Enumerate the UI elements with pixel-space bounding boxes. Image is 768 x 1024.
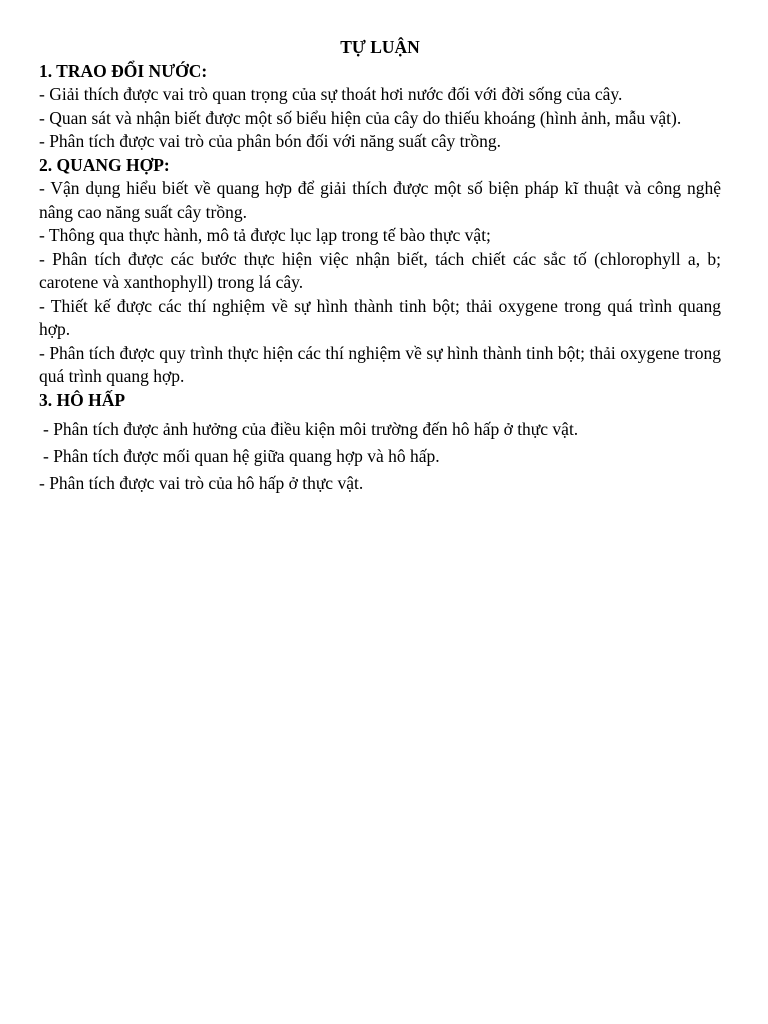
list-item: - Giải thích được vai trò quan trọng của sự thoát hơi nước đối với đời sống của cây. xyxy=(39,84,623,104)
document-title: TỰ LUẬN xyxy=(340,37,420,57)
list-item: - Thiết kế được các thí nghiệm về sự hình thành tinh bột; thải oxygene trong quá trình quang hợp. xyxy=(39,295,721,339)
list-item: - Phân tích được mối quan hệ giữa quang hợp và hô hấp. xyxy=(43,446,440,466)
section-heading: 1. TRAO ĐỔI NƯỚC: xyxy=(39,60,208,81)
list-item: - Phân tích được vai trò của phân bón đối với năng suất cây trồng. xyxy=(39,131,501,151)
list-item: - Quan sát và nhận biết được một số biểu hiện của cây do thiếu khoáng (hình ảnh, mẫu vật). xyxy=(39,107,682,128)
section-heading: 2. QUANG HỢP: xyxy=(39,154,170,175)
section-heading: 3. HÔ HẤP xyxy=(39,389,126,410)
section-trao-doi-nuoc xyxy=(39,60,721,154)
list-item: - Phân tích được quy trình thực hiện các thí nghiệm về sự hình thành tinh bột; thải oxygene trong quá trình quang hợp. xyxy=(39,342,721,386)
list-item: - Phân tích được ảnh hưởng của điều kiện môi trường đến hô hấp ở thực vật. xyxy=(43,419,579,439)
section-ho-hap xyxy=(39,389,721,498)
list-item: - Vận dụng hiểu biết về quang hợp để giải thích được một số biện pháp kĩ thuật và công nghệ nâng cao năng suất cây trồng. xyxy=(39,178,721,222)
list-item: - Thông qua thực hành, mô tả được lục lạp trong tế bào thực vật; xyxy=(39,225,491,245)
list-item: - Phân tích được vai trò của hô hấp ở thực vật. xyxy=(39,473,364,493)
list-item: - Phân tích được các bước thực hiện việc nhận biết, tách chiết các sắc tố (chlorophyll a, b; carotene và xanthophyll) trong lá cây. xyxy=(39,248,721,292)
section-quang-hop xyxy=(39,154,721,389)
